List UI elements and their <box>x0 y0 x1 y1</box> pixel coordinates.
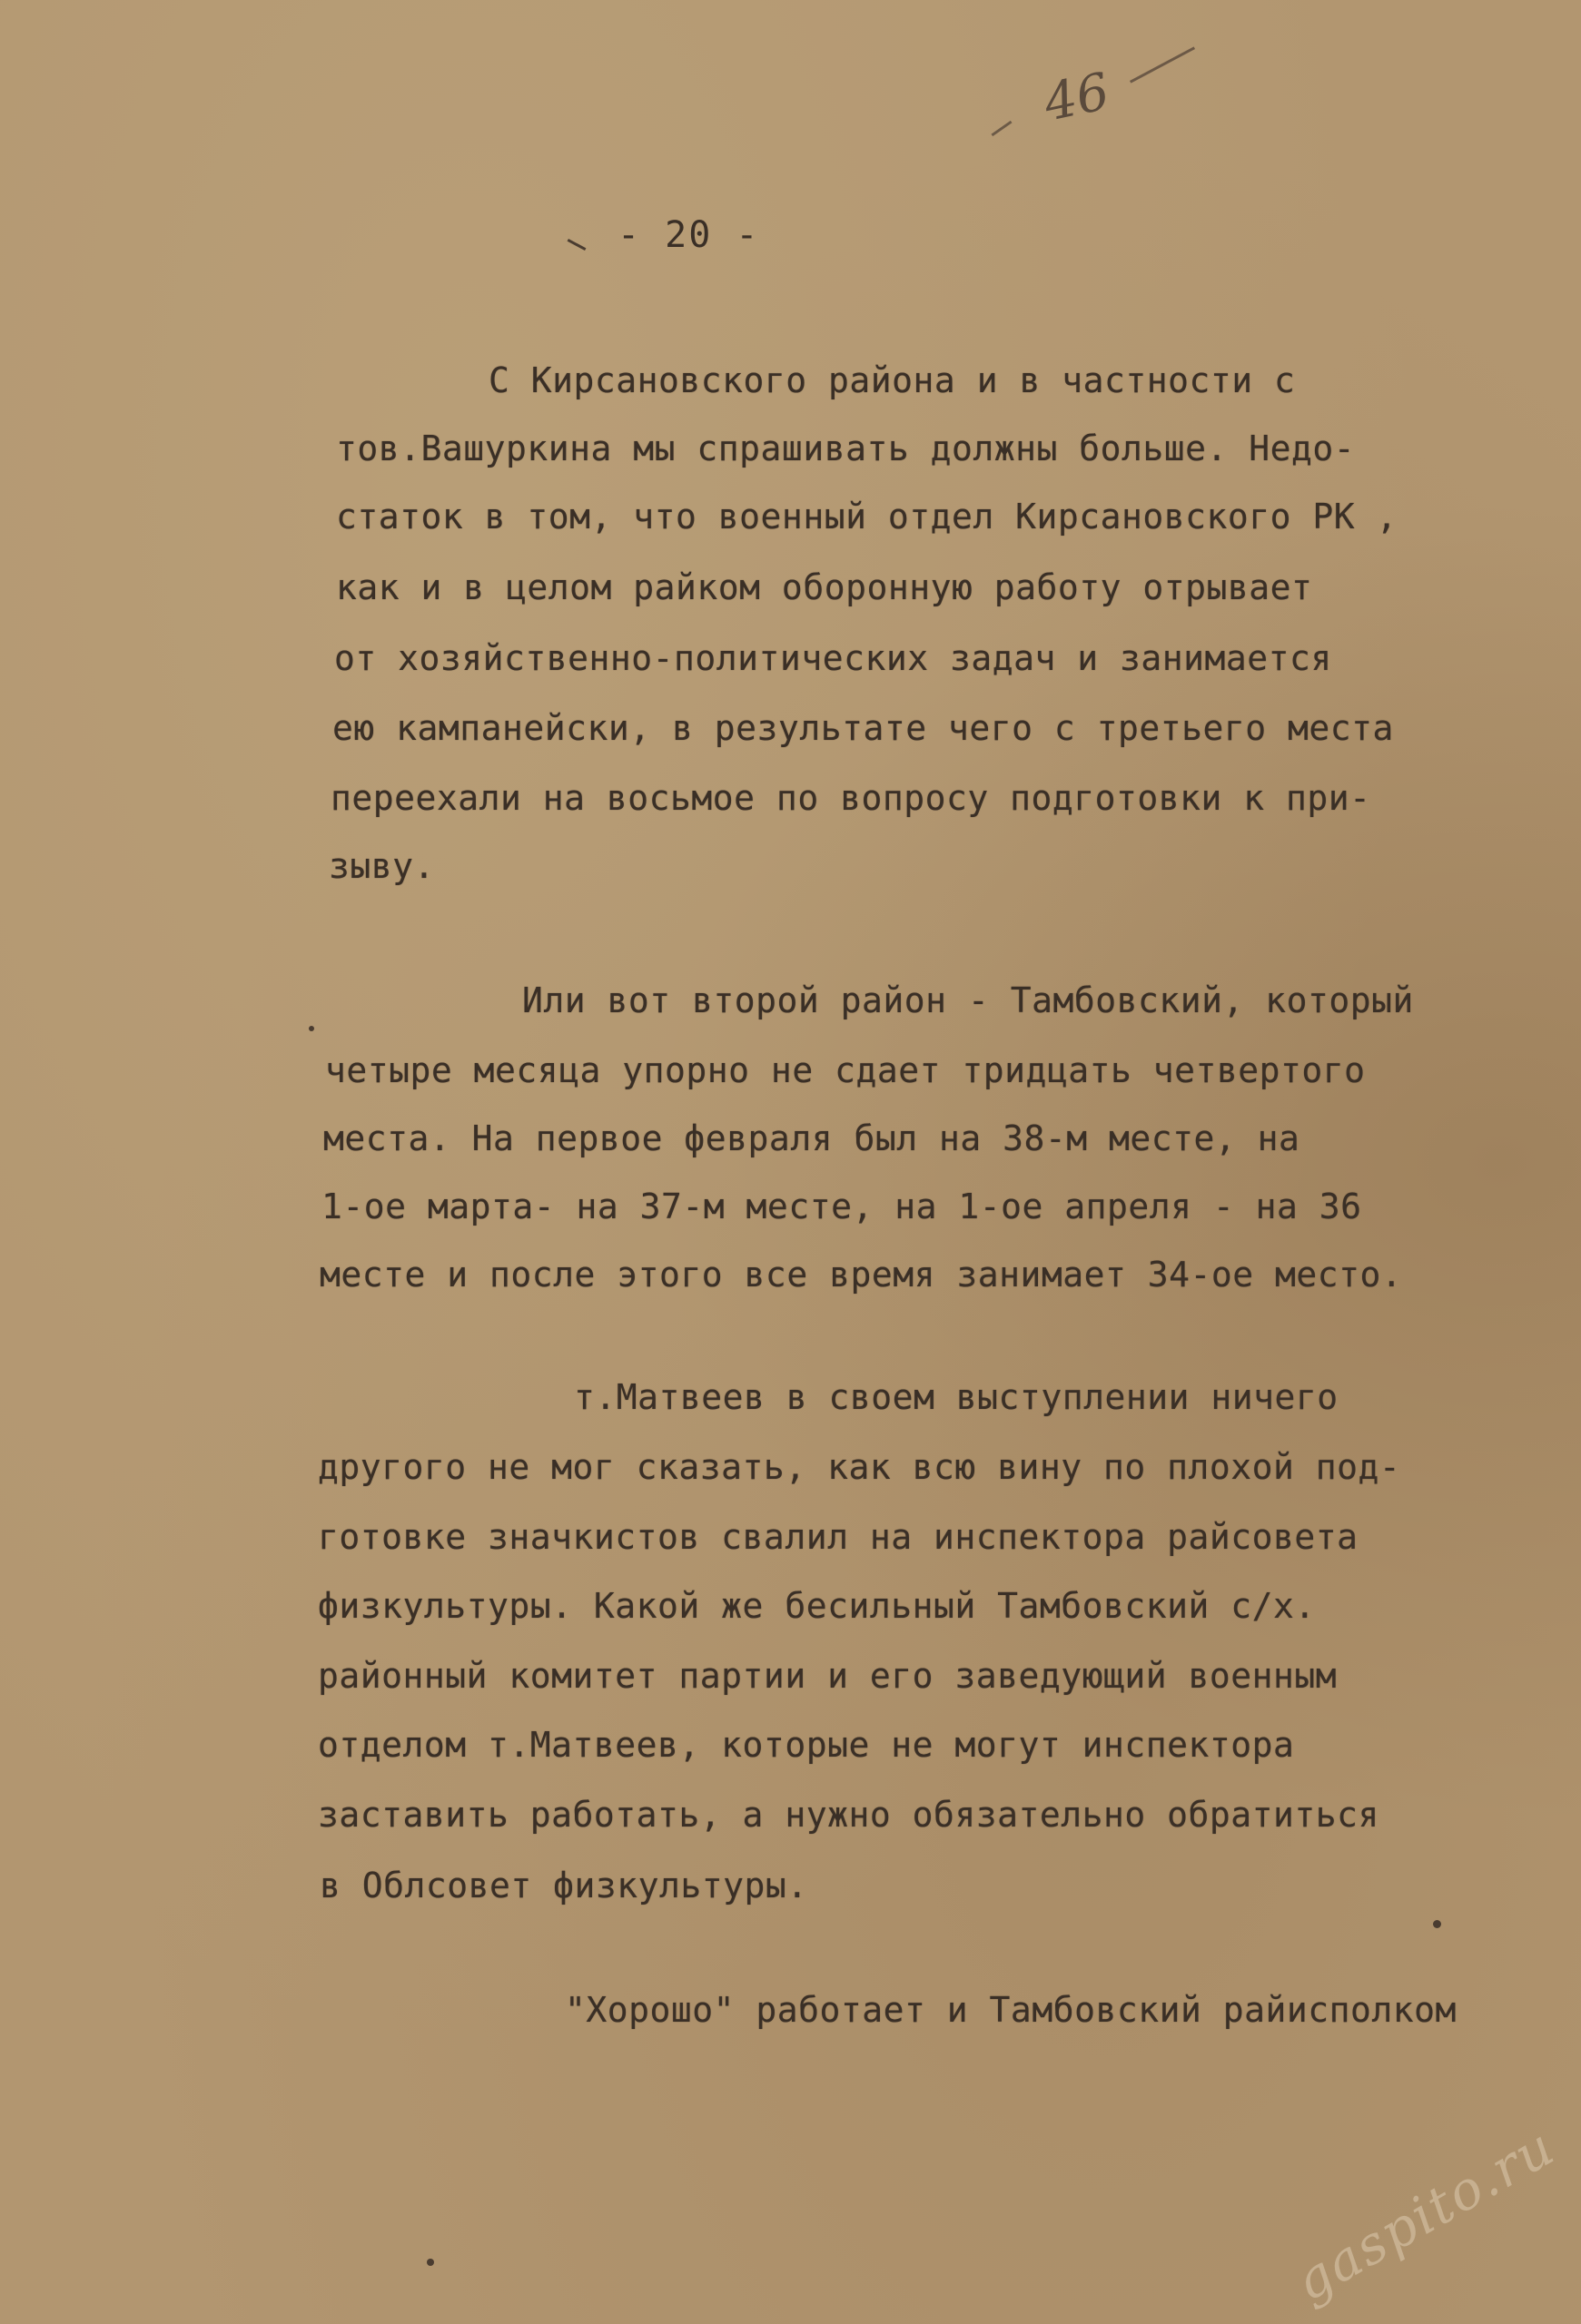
site-watermark: gaspito.ru <box>1284 2115 1566 2313</box>
paragraph-2-line-2: четыре месяца упорно не сдает тридцать четвертого <box>325 1050 1366 1090</box>
pencil-stroke <box>1130 46 1195 83</box>
paragraph-1-line-7: переехали на восьмое по вопросу подготовки к при- <box>331 778 1371 818</box>
paragraph-1-line-4: как и в целом райком оборонную работу отрывает <box>336 567 1313 607</box>
paragraph-1-line-8: зыву. <box>329 846 435 886</box>
paragraph-1-line-3: статок в том, что военный отдел Кирсановского РК , <box>336 497 1398 537</box>
paragraph-3-line-2: другого не мог сказать, как всю вину по плохой под- <box>318 1447 1401 1487</box>
archive-page-mark: 46 <box>1039 62 1115 133</box>
paragraph-2-line-4: 1-ое марта- на 37-м месте, на 1-ое апреля - на 36 <box>321 1187 1362 1226</box>
page-number: - 20 - <box>618 214 760 256</box>
page-number-tick <box>568 239 587 251</box>
paragraph-3-line-8: в Облсовет физкультуры. <box>320 1866 808 1905</box>
pencil-tick <box>991 121 1012 136</box>
paragraph-3-line-5: районный комитет партии и его заведующий военным <box>318 1656 1338 1696</box>
paragraph-3-line-1: т.Матвеев в своем выступлении ничего <box>574 1377 1339 1417</box>
paragraph-2-line-5: месте и после этого все время занимает 34-ое место. <box>320 1255 1403 1295</box>
ink-speck <box>427 2259 434 2266</box>
paragraph-1-line-2: тов.Вашуркина мы спрашивать должны больше. Недо- <box>336 428 1356 468</box>
paragraph-3-line-7: заставить работать, а нужно обязательно обратиться <box>318 1795 1379 1835</box>
paragraph-1-line-5: от хозяйственно-политических задач и занимается <box>334 638 1332 678</box>
paragraph-1-line-6: ею кампанейски, в результате чего с третьего места <box>332 708 1394 748</box>
paragraph-3-line-4: физкультуры. Какой же бесильный Тамбовский с/х. <box>318 1586 1316 1626</box>
ink-speck <box>309 1026 314 1031</box>
paragraph-2-line-3: места. На первое февраля был на 38-м месте, на <box>323 1118 1300 1158</box>
paragraph-1-line-1: С Кирсановского района и в частности с <box>489 360 1296 400</box>
paragraph-3-line-3: готовке значкистов свалил на инспектора райсовета <box>318 1517 1359 1557</box>
paragraph-4-line-1: "Хорошо" работает и Тамбовский райисполком <box>565 1990 1457 2030</box>
paragraph-3-line-6: отделом т.Матвеев, которые не могут инспектора <box>318 1725 1295 1765</box>
ink-speck <box>1433 1920 1441 1928</box>
paragraph-2-line-1: Или вот второй район - Тамбовский, который <box>522 980 1414 1020</box>
